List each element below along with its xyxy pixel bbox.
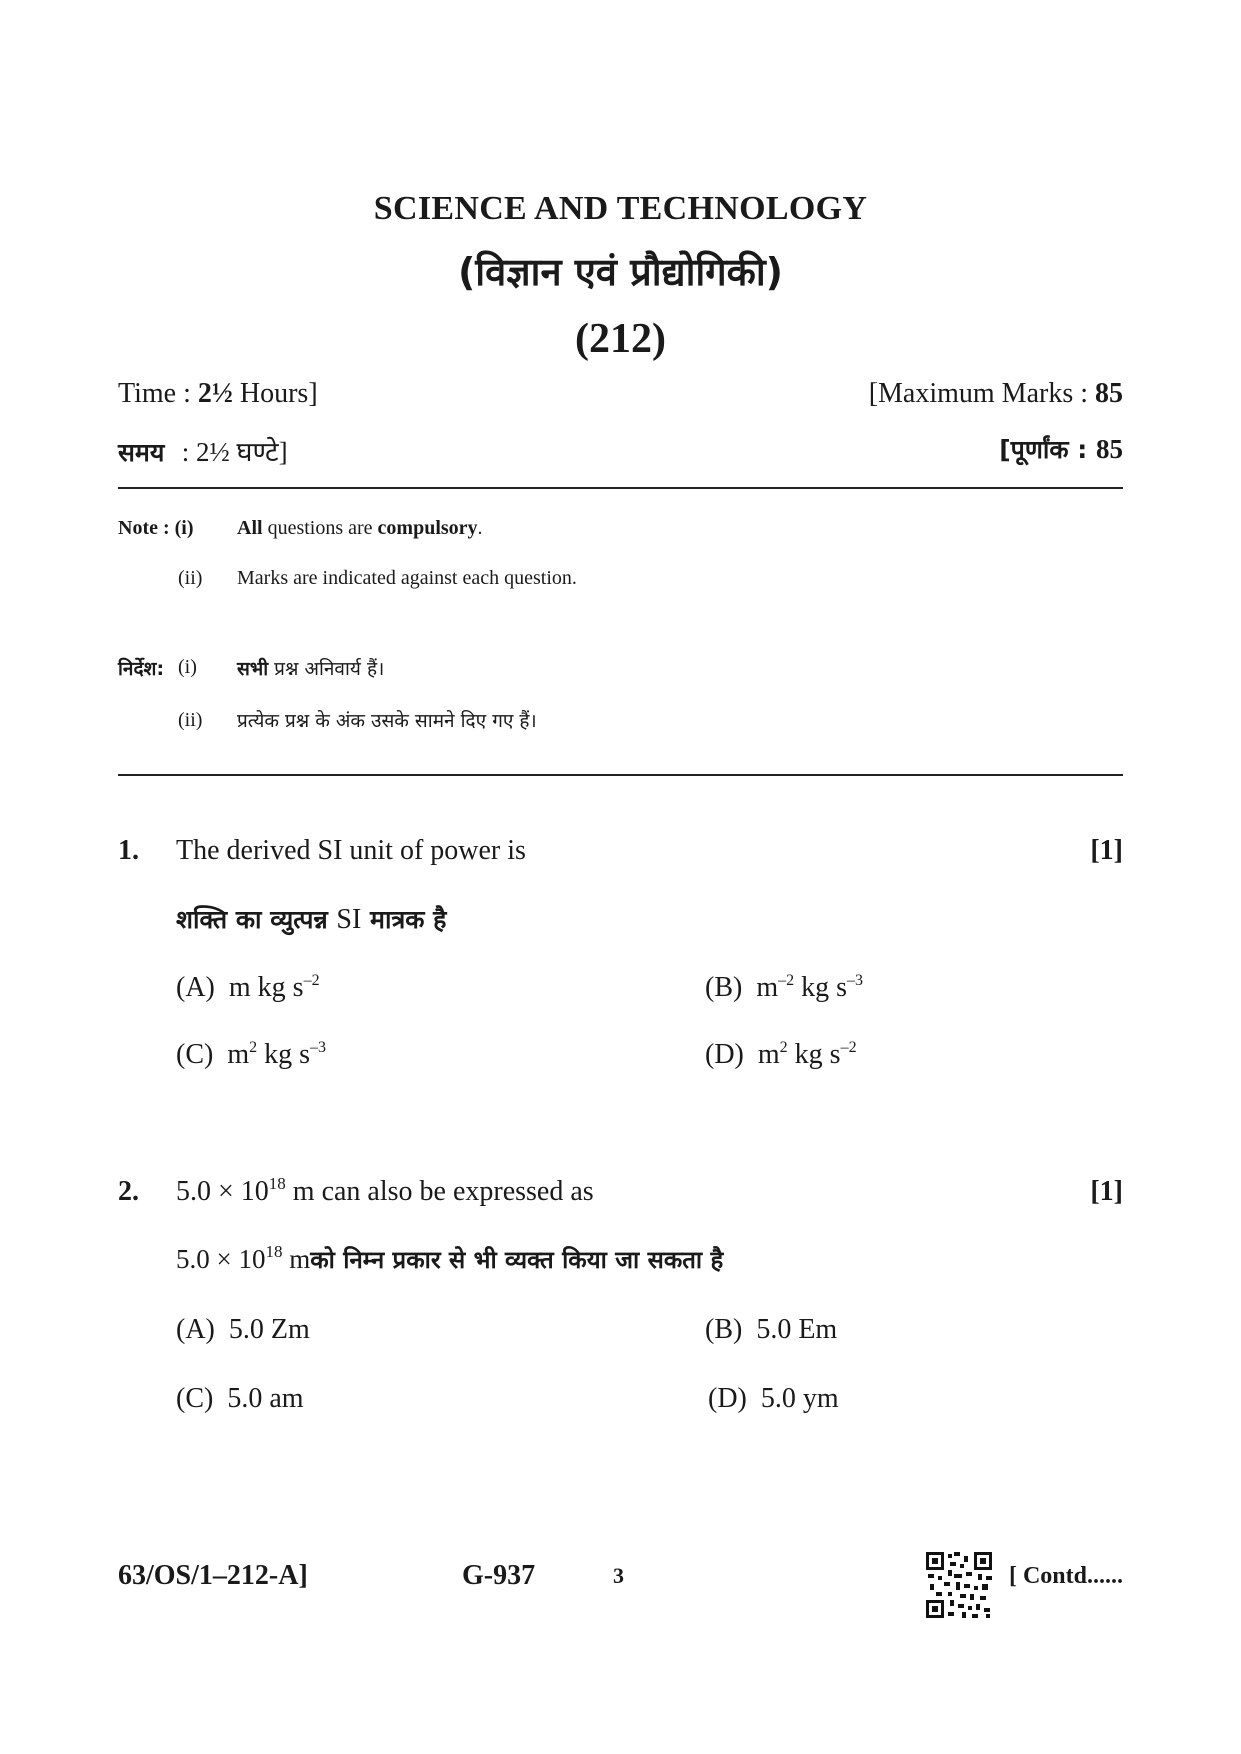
- option-b[interactable]: (B) 5.0 Em: [705, 1314, 838, 1345]
- subject-code: (212): [575, 316, 666, 362]
- continued-label: [ Contd......: [1008, 1563, 1123, 1589]
- paper-title: SCIENCE AND TECHNOLOGY: [373, 190, 868, 227]
- hindi-note-label: निर्देश:: [118, 658, 165, 680]
- hindi-note-ii: प्रत्येक प्रश्न के अंक उसके सामने दिए गए हैं।: [237, 710, 537, 732]
- time-allowed: Time : 2½ Hours]: [118, 378, 318, 409]
- question-number: 1.: [118, 835, 139, 866]
- time-allowed-hindi: समय : 2½ घण्टे]: [118, 437, 288, 467]
- question-marks: [1]: [1090, 1176, 1123, 1207]
- question-text: $5.0 \times 10^{18}$ m can also be expressed as: [176, 1174, 594, 1207]
- option-b[interactable]: (B) $m^{-2}$ kg $s^{-3}$: [705, 972, 864, 1003]
- option-c[interactable]: (C) 5.0 am: [176, 1383, 304, 1414]
- hindi-note-i-number: (i): [178, 656, 197, 678]
- question-number: 2.: [118, 1176, 139, 1207]
- paper-title-hindi: (विज्ञान एवं प्रौद्योगिकी): [457, 250, 784, 294]
- paper-code: 63/OS/1–212-A]: [118, 1560, 308, 1591]
- header-divider: [118, 487, 1123, 489]
- option-a[interactable]: (A) m kg $s^{-2}$: [176, 972, 320, 1003]
- qr-code-icon: [926, 1552, 992, 1618]
- set-code: G-937: [462, 1560, 536, 1591]
- note-i: All questions are compulsory.: [237, 517, 483, 539]
- question-marks: [1]: [1090, 835, 1123, 866]
- note-label: Note : (i): [118, 517, 194, 539]
- hindi-note-ii-number: (ii): [178, 709, 203, 731]
- question-text-hindi: $5.0 \times 10^{18}$ mको निम्न प्रकार से भी व्यक्त किया जा सकता है: [176, 1242, 724, 1274]
- option-d[interactable]: (D) 5.0 ym: [708, 1383, 839, 1414]
- maximum-marks: [Maximum Marks : 85: [868, 378, 1123, 409]
- option-c[interactable]: (C) $m^2$ kg $s^{-3}$: [176, 1039, 327, 1070]
- question-text: The derived SI unit of power is: [176, 835, 526, 866]
- maximum-marks-hindi: [पूर्णांक : 85: [999, 434, 1123, 464]
- option-d[interactable]: (D) $m^2$ kg $s^{-2}$: [705, 1039, 857, 1070]
- hindi-note-i: सभी प्रश्न अनिवार्य हैं।: [237, 658, 385, 680]
- notes-divider: [118, 774, 1123, 776]
- note-ii: Marks are indicated against each question.: [237, 567, 577, 589]
- option-a[interactable]: (A) 5.0 Zm: [176, 1314, 310, 1345]
- page-number: 3: [613, 1563, 624, 1588]
- question-text-hindi: शक्ति का व्युत्पन्न SI मात्रक है: [176, 904, 447, 935]
- note-ii-number: (ii): [178, 567, 203, 589]
